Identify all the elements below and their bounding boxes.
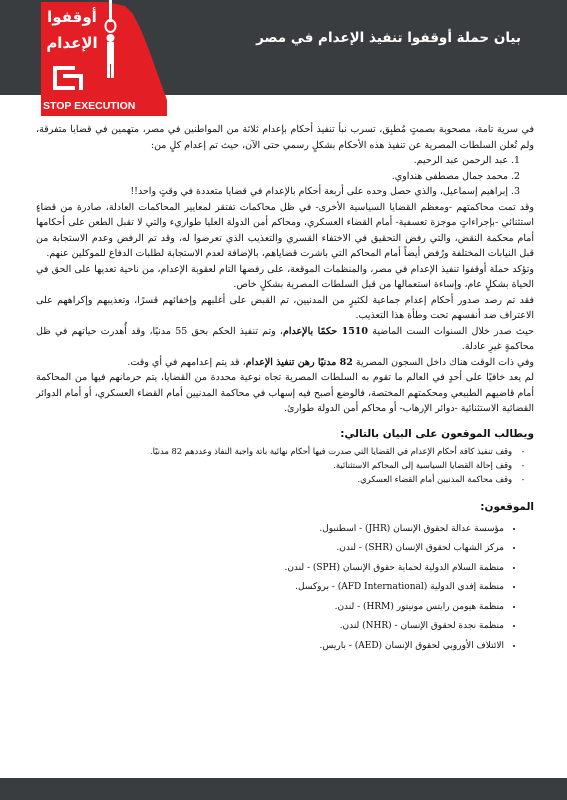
signatory-item: • منظمة هيومن رايتس مونيتور (HRM) - لندن. — [36, 598, 504, 618]
demand-item: - وقف إحالة القضايا السياسية إلى المحاكم الاستثنائية. — [36, 458, 512, 472]
demands-title: ويطالب الموقعون على البيان بالتالي: — [340, 427, 534, 440]
statement-body — [36, 122, 534, 656]
footer-bar — [0, 778, 567, 800]
signatory-item: • منظمة إفدي الدولية (AFD International) - بروكسل. — [36, 578, 504, 598]
pending-highlight: 82 مدنيًا رهن تنفيذ الإعدام — [245, 356, 353, 368]
demand-item: - وقف تنفيذ كافة أحكام الإعدام في القضايا التي صدرت فيها أحكام نهائية باتة واجبة النفاذ وعددهم 82 مدنيًا. — [36, 444, 512, 458]
paragraph-courts: لم يعد خافيًا على أحدٍ في العالم ما تقوم به السلطات المصرية تجاه نوعية محددة من القضايا، يتم حرمانهم فيها من المحاكمة أمام قاضيهم الطبيعي ومحكمتهم المختصة، فالوضع أصبح فيه إسهاب في محاكمة المدنيين أمام القضاء العسكري، أو أمام الدوائر القضائية الاستثنائية -دوائر الإرهاب- أو محاكم أمن الدولة طوارئ. — [36, 372, 534, 414]
paragraph-intro: في سرية تامة، مصحوبة بصمتٍ مُطبِق، تسرب نبأ تنفيذ أحكام بإعدام ثلاثة من المواطنين في مصر، متهمين في قضايا متفرقة، ولم تُعلن السلطات المصرية عن تنفيذ هذه الأحكام بشكلٍ رسمي حتى الآن، حيث تم إعدام كلٍ من: — [36, 124, 534, 151]
signatory-item: • الائتلاف الأوروبي لحقوق الإنسان (AED) - باريس. — [36, 637, 504, 657]
demand-item: - وقف محاكمة المدنيين أمام القضاء العسكري. — [36, 472, 512, 486]
campaign-logo — [37, 0, 169, 118]
paragraph-mass-sentences: فقد تم رصد صدور أحكام إعدام جماعية لكثيرٍ من المدنيين، تم القبض على أغلبهم وإخفائهم قسرًا، وتعذيبهم وإكراههم على الاعتراف ضد أنفسهم تحت وطأة هذا التعذيب. — [36, 294, 534, 321]
signatory-item: • مؤسسة عدالة لحقوق الإنسان (JHR) - اسطنبول. — [36, 520, 504, 540]
pending-text-end: ، قد يتم إعدامهم في أي وقت. — [127, 356, 246, 368]
executed-item: 3. إبراهيم إسماعيل، والذي حصل وحده على أربعة أحكام بالإعدام في قضايا متعددة في وقتٍ واحد!! — [36, 184, 508, 200]
paragraph-campaign: وتؤكد حملة أوقفوا تنفيذ الإعدام في مصر، والمنظمات الموقعة، على رفضها التام لعقوبة الإعدام، من ناحية تعديها على الحق في الحياة بشكلٍ عام، وإساءة استعمالها من قبل السلطات المصرية بشكلٍ خاص. — [36, 263, 534, 290]
signatories-list — [36, 520, 534, 657]
logo-title-line1: أوقفوا — [47, 8, 97, 26]
paragraph-pending — [36, 355, 534, 371]
signatories-title: الموقعون: — [480, 501, 534, 513]
pending-text: وفي ذات الوقت هناك داخل السجون المصرية — [352, 356, 534, 368]
page-title: بيان حملة أوقفوا تنفيذ الإعدام في مصر — [256, 30, 521, 46]
signatory-item: • منظمة نجدة لحقوق الإنسان - (NHR) لندن. — [36, 617, 504, 637]
paragraph-statistics — [36, 324, 534, 355]
demands-list — [36, 444, 534, 486]
statistics-text: حيث صدر خلال السنوات الست الماضية — [368, 325, 534, 337]
logo-title-line2: الإعدام — [46, 34, 98, 52]
statistics-text-end: ، وتم تنفيذ الحكم بحق 55 مدنيًا، وقد أُهدرت حياتهم في ظل محاكمةٍ غيرِ عادلة. — [36, 325, 534, 352]
executed-list — [36, 153, 534, 200]
statistics-highlight: 1510 حكمًا بالإعدام — [282, 325, 369, 337]
paragraph-trials: وقد تمت محاكمتهم -ومعظم القضايا السياسية الأخرى- في ظل محاكمات تفتقر لمعايير المحاكمات العادلة، صادرة من قضاءٍ استثنائي -بإجراءاتٍ موجزة تعسفية- أمام القضاء العسكري، ومحاكم أمن الدولة العليا طواريء والتي لا تقبل الطعن على أحكامها أمام محكمة النقض، والتي رفض التحقيق في الاختفاء القسري والتعذيب الذي تعرضوا له، وقد تم الرفض وعدم الاستجابة من قبل النيابات المختلفة ورُفض أيضاً أمام المحاكم التي باشرت قضاياهم، بالإضافة لعدم الاستجابة لطلبات الدفاع للموكلين عنهم. — [36, 201, 534, 259]
logo-caption: STOP EXECUTION — [43, 100, 136, 112]
executed-item: 2. محمد جمال مصطفى هنداوي. — [36, 169, 508, 185]
signatory-item: • مركز الشهاب لحقوق الإنسان (SHR) - لندن. — [36, 539, 504, 559]
executed-item: 1. عبد الرحمن عبد الرحيم. — [36, 153, 508, 169]
signatory-item: • منظمة السلام الدولية لحماية حقوق الإنسان (SPH) - لندن. — [36, 559, 504, 579]
